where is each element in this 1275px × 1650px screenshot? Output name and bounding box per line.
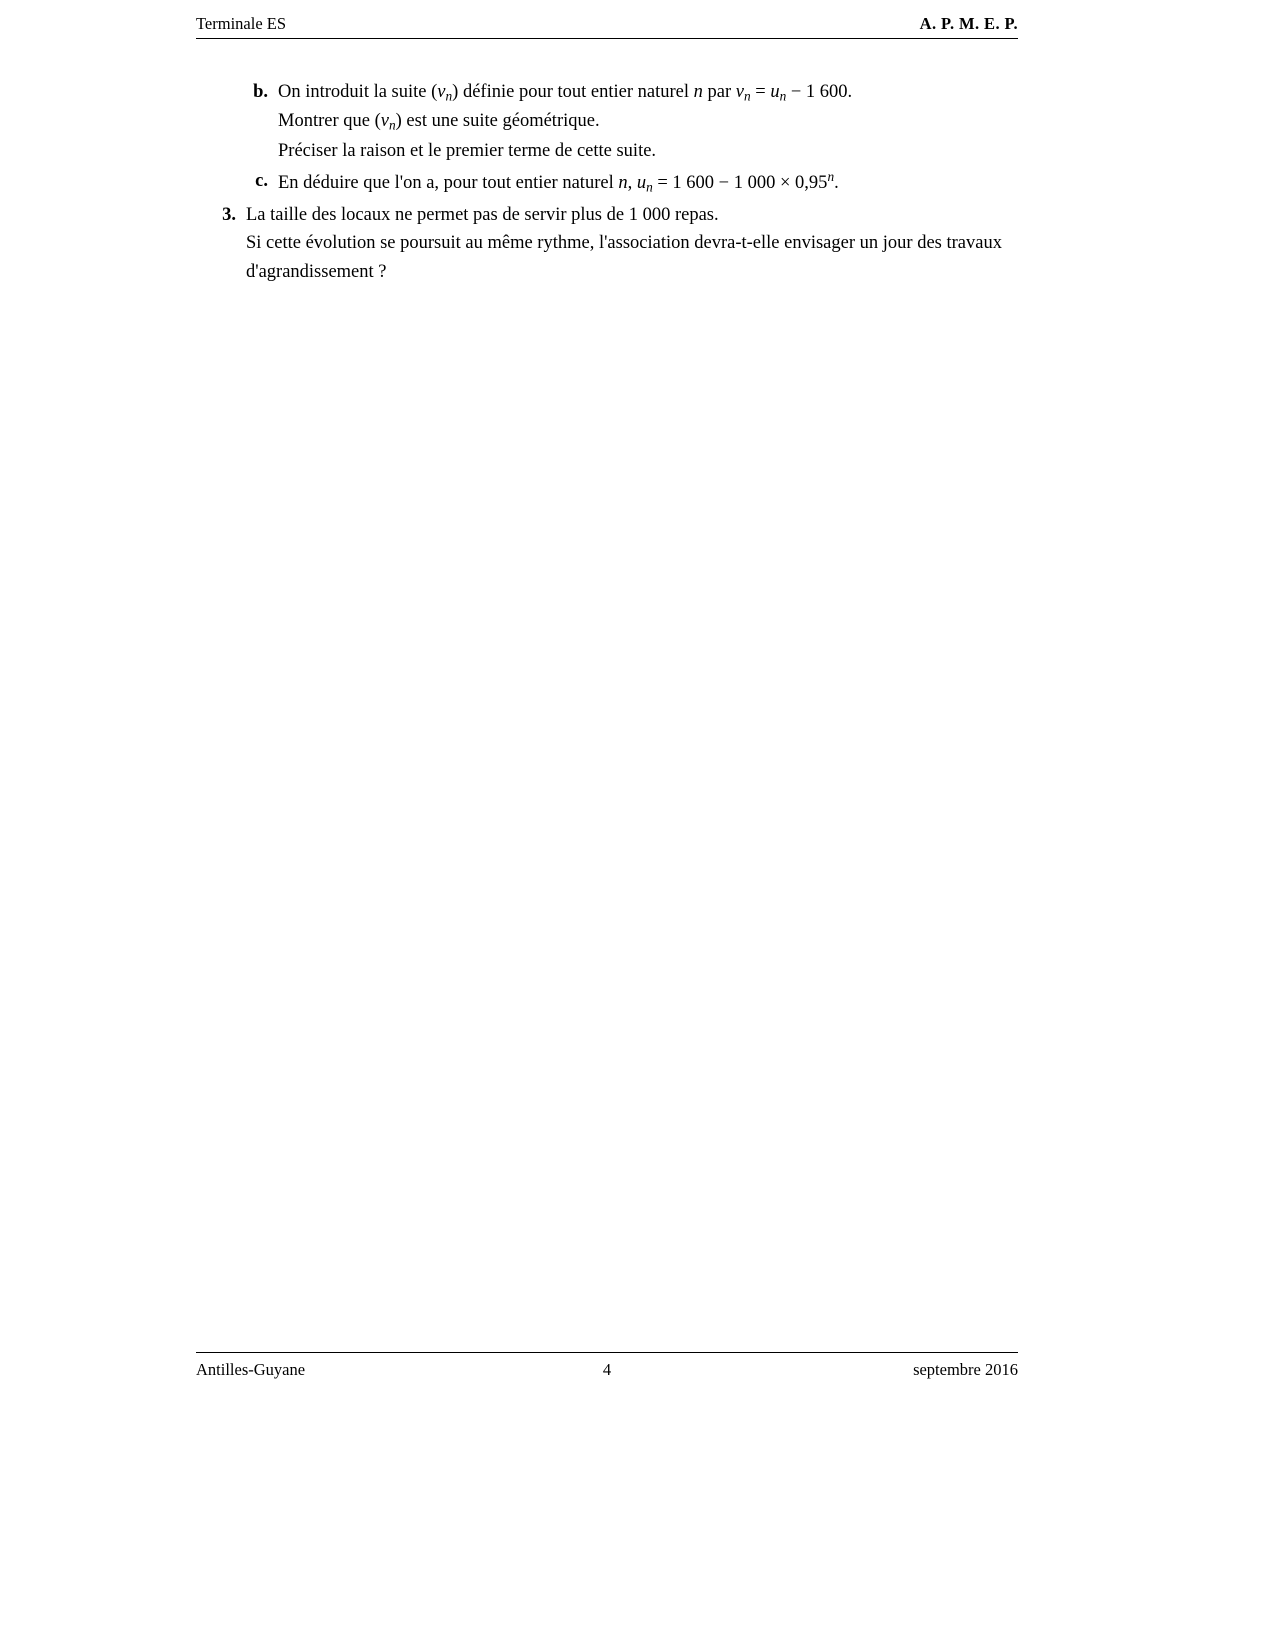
question-marker-3: 3. [222,204,236,225]
header-divider [196,38,1018,39]
question-body-b [278,78,1018,165]
question-item-3 [196,201,1018,287]
footer-divider [196,1352,1018,1353]
math-sub-n: n [445,88,453,104]
math-sub-n: n [388,118,396,134]
header-organization: A. P. M. E. P. [919,14,1018,33]
math-var-n: n [693,82,703,102]
math-var-v: v [380,111,389,132]
math-var-u: u [636,173,647,194]
text-frag: . [834,173,839,194]
page-footer [196,1360,1018,1380]
question-3-line-2: Si cette évolution se poursuit au même rythme, l'association devra-t-elle envisager un jour des travaux d'agrandissement ? [246,233,1002,282]
text-frag: ) définie pour tout entier naturel [452,82,694,102]
text-frag: On introduit la suite ( [278,82,438,102]
text-frag: En déduire que l'on a, pour tout entier naturel [278,173,619,194]
footer-region: Antilles-Guyane [196,1360,306,1379]
math-sub-n: n [743,88,751,104]
text-frag: = [750,82,771,102]
math-sup-n: n [827,169,835,185]
text-frag: Montrer que ( [278,111,381,132]
text-frag: ) est une suite géométrique. [395,111,600,132]
question-marker-c: c. [255,171,268,192]
question-3-line-1: La taille des locaux ne permet pas de servir plus de 1 000 repas. [246,204,719,225]
question-c-line-1 [278,167,1018,198]
question-item-c [196,167,1018,198]
math-sub-n: n [646,180,653,195]
math-var-u: u [770,82,780,102]
footer-session-date: septembre 2016 [913,1360,1018,1379]
math-sub-n: n [779,88,787,104]
math-var-n: n [618,173,628,194]
question-b-line-2 [278,107,1018,136]
math-var-v: v [437,82,446,102]
header-exam-level: Terminale ES [196,14,287,33]
question-marker-b: b. [253,82,268,102]
page-header [196,14,1018,34]
text-frag: , [627,173,637,194]
question-body-c [278,167,1018,198]
exercise-content [196,78,1018,287]
question-b-line-1 [278,78,1018,107]
question-body-3 [246,201,1018,287]
footer-page-number: 4 [602,1360,612,1379]
text-frag: = 1 600 − 1 000 × 0,95 [652,173,828,194]
question-item-b [196,78,1018,165]
text-frag: − 1 600. [786,82,853,102]
text-frag: par [702,82,736,102]
math-var-v: v [735,82,744,102]
question-b-line-3: Préciser la raison et le premier terme de cette suite. [278,140,657,161]
